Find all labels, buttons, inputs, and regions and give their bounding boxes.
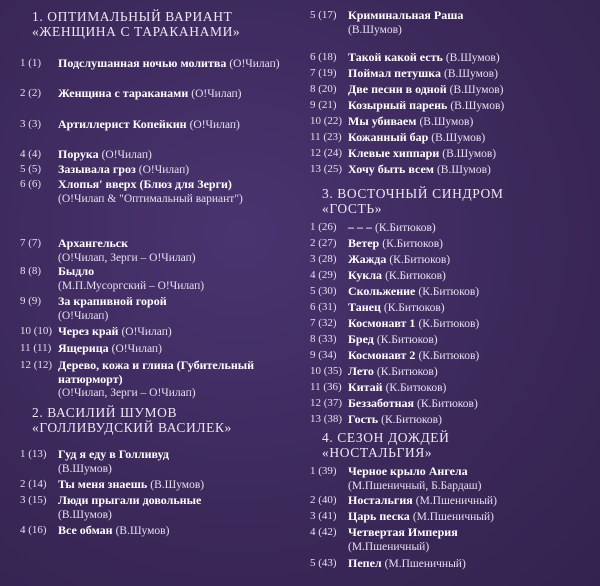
track-author: (О!Чилап) [229, 58, 280, 70]
track-author: (К.Битюков) [381, 414, 442, 426]
track-number: 11 (11) [20, 342, 52, 354]
track-title: Клевые хиппари [348, 146, 440, 160]
track-title: Кожанный бар [348, 130, 429, 144]
track-number: 1 (39) [310, 465, 337, 477]
track-item [20, 325, 305, 340]
track-number: 11 (36) [310, 381, 342, 393]
track-title: Зазывала гроз [58, 162, 136, 176]
track-number: 5 (5) [20, 163, 42, 175]
track-title: Четвертая Империя [348, 525, 458, 539]
track-item [310, 67, 595, 82]
track-title: Все обман [58, 523, 113, 537]
track-number: 12 (24) [310, 147, 343, 159]
track-author: (К.Битюков) [389, 254, 451, 266]
track-number: 10 (22) [310, 115, 343, 127]
track-number: 8 (33) [310, 333, 337, 345]
section-heading: 2. ВАСИЛИЙ ШУМОВ [32, 405, 178, 420]
track-author: (В.Шумов) [450, 100, 505, 112]
track-number: 7 (19) [310, 67, 337, 79]
track-number: 1 (1) [20, 57, 42, 69]
track-number: 2 (2) [20, 87, 42, 99]
track-item [310, 349, 595, 364]
track-item [20, 148, 305, 163]
track-number: 7 (32) [310, 317, 337, 329]
track-title: Лето [348, 364, 374, 378]
track-item [310, 301, 595, 316]
track-item [310, 83, 595, 98]
track-title: Через край [58, 324, 119, 338]
track-number: 4 (4) [20, 148, 42, 160]
track-author: (К.Битюков) [418, 350, 480, 362]
track-item [20, 359, 305, 401]
track-number: 4 (16) [20, 524, 47, 536]
track-title: Ящерица [58, 341, 109, 355]
track-number: 3 (3) [20, 118, 42, 130]
track-title: Гуд я еду в Голливуд [58, 447, 169, 461]
track-number: 9 (9) [20, 295, 42, 307]
track-number: 3 (15) [20, 494, 47, 506]
section-title [322, 430, 595, 460]
track-number: 6 (31) [310, 301, 337, 313]
track-title: Жажда [348, 252, 387, 266]
track-title: Беззаботная [348, 396, 415, 410]
track-item [310, 51, 595, 66]
track-number: 7 (7) [20, 237, 42, 249]
track-number: 13 (38) [310, 413, 343, 425]
track-item [310, 99, 595, 114]
section-subtitle: «ЖЕНЩИНА С ТАРАКАНАМИ» [32, 24, 241, 39]
track-author: (М.Пшеничный, Б.Бардаш) [348, 479, 482, 492]
track-title: Криминальная Раша [348, 8, 464, 22]
track-title: Кукла [348, 268, 383, 282]
section-title [322, 186, 595, 216]
track-number: 6 (18) [310, 51, 337, 63]
track-number: 5 (30) [310, 285, 337, 297]
section-heading: 4. СЕЗОН ДОЖДЕЙ [322, 430, 450, 445]
track-item [310, 381, 595, 396]
track-author: (М.Пшеничный) [348, 540, 430, 553]
track-title: Хлопья' вверх (Блюз для Зерги) [58, 177, 232, 191]
track-title: Подслушанная ночью молитва [58, 56, 227, 70]
track-number: 4 (42) [310, 526, 337, 538]
track-item [310, 269, 595, 284]
track-author: (О!Чилап, Зерги – О!Чилап) [58, 251, 196, 264]
section-title [32, 405, 305, 435]
track-number: 13 (25) [310, 163, 343, 175]
track-item [20, 163, 305, 178]
track-author: (К.Битюков) [376, 334, 438, 346]
track-item [20, 87, 305, 102]
section-vasily-shumov [20, 405, 305, 435]
track-title: Космонавт 1 [348, 316, 416, 330]
track-title: Танец [348, 300, 381, 314]
track-title: Женщина с тараканами [58, 86, 189, 100]
track-author: (О!Чилап) [121, 326, 172, 338]
track-item [20, 57, 305, 72]
track-title: Такой какой есть [348, 50, 443, 64]
track-number: 5 (43) [310, 557, 337, 569]
track-author: (К.Битюков) [385, 382, 447, 394]
track-number: 4 (29) [310, 269, 337, 281]
track-title: Скольжение [348, 284, 416, 298]
track-title: Черное крыло Ангела [348, 464, 468, 478]
track-title: Ветер [348, 236, 380, 250]
track-author: (О!Чилап) [191, 88, 242, 100]
track-item [20, 524, 305, 539]
track-title: Архангельск [58, 236, 129, 250]
track-number: 3 (41) [310, 510, 337, 522]
section-title [32, 9, 305, 39]
section-vostochny-sindrom [310, 186, 595, 216]
track-item [310, 237, 595, 252]
track-author: (К.Битюков) [382, 238, 443, 250]
track-author: (М.П.Мусоргский – О!Чилап) [58, 279, 205, 292]
track-author: (М.Пшеничный) [415, 495, 497, 507]
track-title: За крапивной горой [58, 294, 167, 308]
track-author: (В.Шумов) [444, 68, 498, 80]
track-number: 9 (21) [310, 99, 337, 111]
section-sezon-dozhdey [310, 430, 595, 460]
track-author: (В.Шумов) [442, 148, 497, 160]
track-item [310, 221, 595, 236]
track-number: 5 (17) [310, 9, 337, 21]
track-item [310, 333, 595, 348]
track-item [310, 253, 595, 268]
track-item [20, 178, 305, 206]
track-item [310, 557, 595, 572]
track-number: 2 (14) [20, 478, 47, 490]
track-author: (О!Чилап) [138, 164, 190, 176]
track-author: (В.Шумов) [419, 116, 474, 128]
track-number: 6 (6) [20, 178, 42, 190]
track-number: 3 (28) [310, 253, 337, 265]
track-number: 2 (27) [310, 237, 337, 249]
track-author: (К.Битюков) [376, 366, 438, 378]
track-author: (К.Битюков) [383, 302, 445, 314]
track-item [310, 526, 595, 554]
track-author: (В.Шумов) [348, 23, 402, 36]
track-title: Космонавт 2 [348, 348, 416, 362]
track-number: 12 (12) [20, 359, 53, 371]
track-title: Дерево, кожа и глина (Губительный натюрморт) [58, 358, 255, 386]
track-item [310, 147, 595, 162]
track-author: (В.Шумов) [58, 508, 112, 521]
track-author: (О!Чилап & "Оптимальный вариант") [58, 192, 243, 205]
track-author: (К.Битюков) [417, 398, 478, 410]
track-item [310, 397, 595, 412]
track-title: Пепел [348, 556, 382, 570]
track-title: Порука [58, 147, 99, 161]
track-title: Мы убиваем [348, 114, 417, 128]
section-optimal-variant [20, 9, 305, 39]
track-number: 8 (8) [20, 265, 42, 277]
track-title: Ты меня знаешь [58, 477, 148, 491]
track-title: Ностальгия [348, 493, 413, 507]
track-item [20, 265, 305, 293]
section-heading: 3. ВОСТОЧНЫЙ СИНДРОМ [322, 186, 504, 201]
track-author: (М.Пшеничный) [384, 558, 466, 570]
track-title: Царь песка [348, 509, 410, 523]
track-number: 10 (10) [20, 325, 53, 337]
track-author: (К.Битюков) [385, 270, 446, 282]
section-subtitle: «ГОЛЛИВУДСКИЙ ВАСИЛЕК» [32, 420, 232, 435]
track-author: (В.Шумов) [445, 52, 500, 64]
track-author: (О!Чилап) [111, 343, 162, 355]
track-item [310, 510, 595, 525]
track-title: Две песни в одной [348, 82, 447, 96]
track-item [310, 115, 595, 130]
track-number: 11 (23) [310, 131, 342, 143]
track-author: (О!Чилап) [189, 119, 240, 131]
track-title: – – – [348, 220, 372, 234]
track-author: (В.Шумов) [449, 84, 504, 96]
track-author: (К.Битюков) [418, 318, 480, 330]
track-item [310, 131, 595, 146]
track-item [310, 285, 595, 300]
track-title: Хочу быть всем [348, 162, 434, 176]
track-number: 1 (26) [310, 221, 337, 233]
track-title: Китай [348, 380, 383, 394]
track-title: Поймал петушка [348, 66, 442, 80]
track-author: (В.Шумов) [115, 525, 170, 537]
track-item [310, 163, 595, 178]
track-title: Бред [348, 332, 374, 346]
track-number: 9 (34) [310, 349, 337, 361]
track-author: (В.Шумов) [436, 164, 491, 176]
track-number: 8 (20) [310, 83, 337, 95]
track-item [20, 494, 305, 522]
track-item [310, 413, 595, 428]
track-item [310, 494, 595, 509]
section-subtitle: «НОСТАЛЬГИЯ» [322, 445, 433, 460]
track-number: 1 (13) [20, 448, 47, 460]
section-subtitle: «ГОСТЬ» [322, 201, 383, 216]
track-item [20, 295, 305, 323]
track-item [20, 342, 305, 357]
track-author: (М.Пшеничный) [412, 511, 494, 523]
track-number: 12 (37) [310, 397, 343, 409]
track-author: (О!Чилап, Зерги – О!Чилап) [58, 387, 196, 399]
track-author: (В.Шумов) [431, 132, 486, 144]
track-author: (В.Шумов) [58, 462, 112, 475]
track-item [20, 118, 305, 133]
track-item [310, 317, 595, 332]
track-author: (К.Битюков) [418, 286, 480, 298]
track-author: (О!Чилап) [58, 309, 109, 322]
track-author: (О!Чилап) [101, 149, 152, 161]
track-number: 10 (35) [310, 365, 343, 377]
track-item [20, 237, 305, 265]
track-title: Люди прыгали довольные [58, 493, 202, 507]
track-item [310, 365, 595, 380]
section-heading: 1. ОПТИМАЛЬНЫЙ ВАРИАНТ [32, 9, 233, 24]
track-title: Артиллерист Копейкин [58, 117, 187, 131]
track-item [20, 448, 305, 476]
track-author: (В.Шумов) [150, 479, 205, 491]
track-title: Гость [348, 412, 379, 426]
track-number: 2 (40) [310, 494, 337, 506]
track-item [20, 478, 305, 493]
track-author: (К.Битюков) [375, 222, 436, 234]
track-title: Козырный парень [348, 98, 448, 112]
track-item [310, 9, 595, 37]
track-item [310, 465, 595, 493]
track-title: Быдло [58, 264, 95, 278]
